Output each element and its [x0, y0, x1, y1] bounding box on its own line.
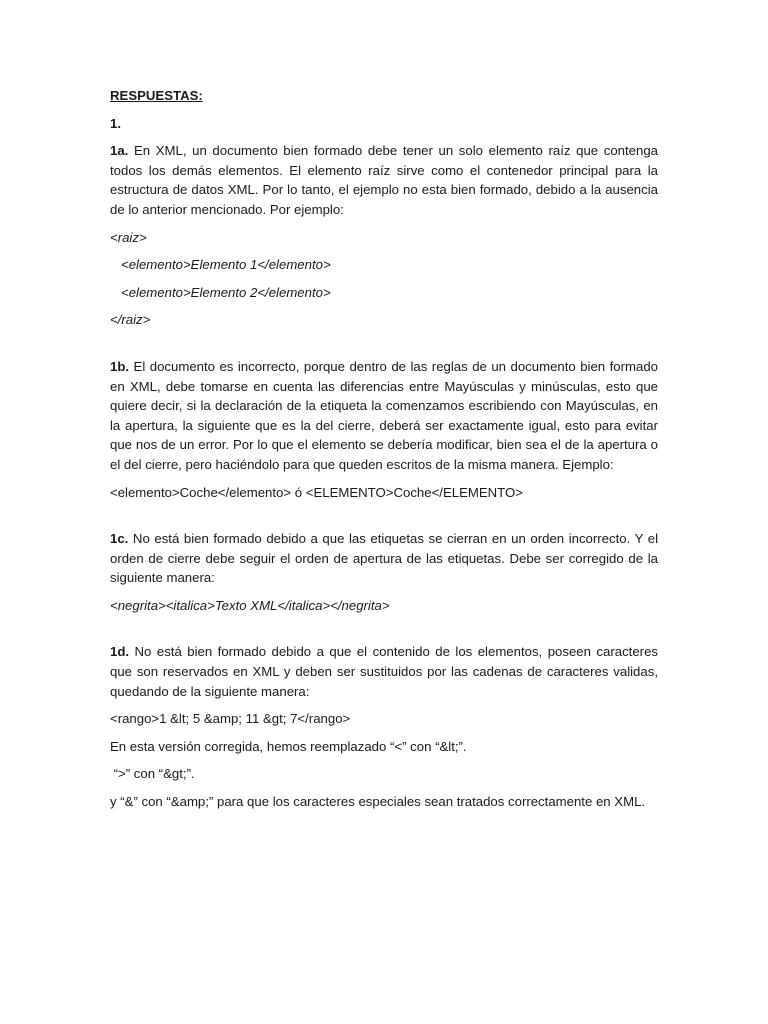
explanation-line: y “&” con “&amp;” para que los caracteres especiales sean tratados correctamente en XML. [110, 794, 646, 810]
document-page [110, 86, 658, 820]
answer-1c-label: 1c. [110, 531, 129, 547]
explanation-line: “>” con “&gt;”. [110, 766, 195, 782]
answer-1d-label: 1d. [110, 644, 130, 660]
code-line: </raiz> [110, 312, 151, 328]
answer-1a-label: 1a. [110, 143, 129, 159]
code-example: <rango>1 &lt; 5 &amp; 11 &gt; 7</rango> [110, 711, 351, 727]
answer-1b-label: 1b. [110, 358, 130, 374]
code-example: <elemento>Coche</elemento> ó <ELEMENTO>Coche</ELEMENTO> [110, 484, 523, 500]
answer-1c [110, 529, 658, 588]
answer-1b-text: El documento es incorrecto, porque dentro de las reglas de un documento bien formado en XML, debe tomarse en cuenta las diferencias entre Mayúsculas y minúsculas, esto que quiere decir, si la declaración de la etiqueta la comenzamos escribiendo con Mayúsculas, en la apertura, la siguiente que es la del cierre, deberá ser exactamente igual, esto para evitar que nos de un error. Por lo que el elemento se debería modificar, bien sea el de la apertura o el del cierre, pero haciéndolo para que queden escritos de la misma manera. Ejemplo: [110, 358, 658, 472]
answer-1b [110, 357, 658, 475]
code-line: <elemento>Elemento 2</elemento> [110, 284, 331, 300]
spacer [110, 510, 658, 529]
code-example: <negrita><italica>Texto XML</italica></negrita> [110, 597, 390, 613]
question-number: 1. [110, 115, 121, 131]
answer-1d-text: No está bien formado debido a que el contenido de los elementos, poseen caracteres que son reservados en XML y deben ser sustituidos por las cadenas de caracteres validas, quedando de la siguiente manera: [110, 644, 658, 699]
explanation-line: En esta versión corregida, hemos reemplazado “<” con “&lt;”. [110, 738, 467, 754]
code-line: <elemento>Elemento 1</elemento> [110, 257, 331, 273]
answer-1d [110, 642, 658, 701]
code-line: <raiz> [110, 229, 147, 245]
answer-1c-text: No está bien formado debido a que las etiquetas se cierran en un orden incorrecto. Y el orden de cierre debe seguir el orden de apertura de las etiquetas. Debe ser corregido de la siguiente manera: [110, 531, 658, 586]
answer-1a [110, 141, 658, 219]
spacer [110, 623, 658, 642]
answer-1a-text: En XML, un documento bien formado debe tener un solo elemento raíz que contenga todos los demás elementos. El elemento raíz sirve como el contenedor principal para la estructura de datos XML. Por lo tanto, el ejemplo no esta bien formado, debido a la ausencia de lo anterior mencionado. Por ejemplo: [110, 143, 658, 217]
spacer [110, 338, 658, 357]
page-title: RESPUESTAS: [110, 88, 203, 103]
